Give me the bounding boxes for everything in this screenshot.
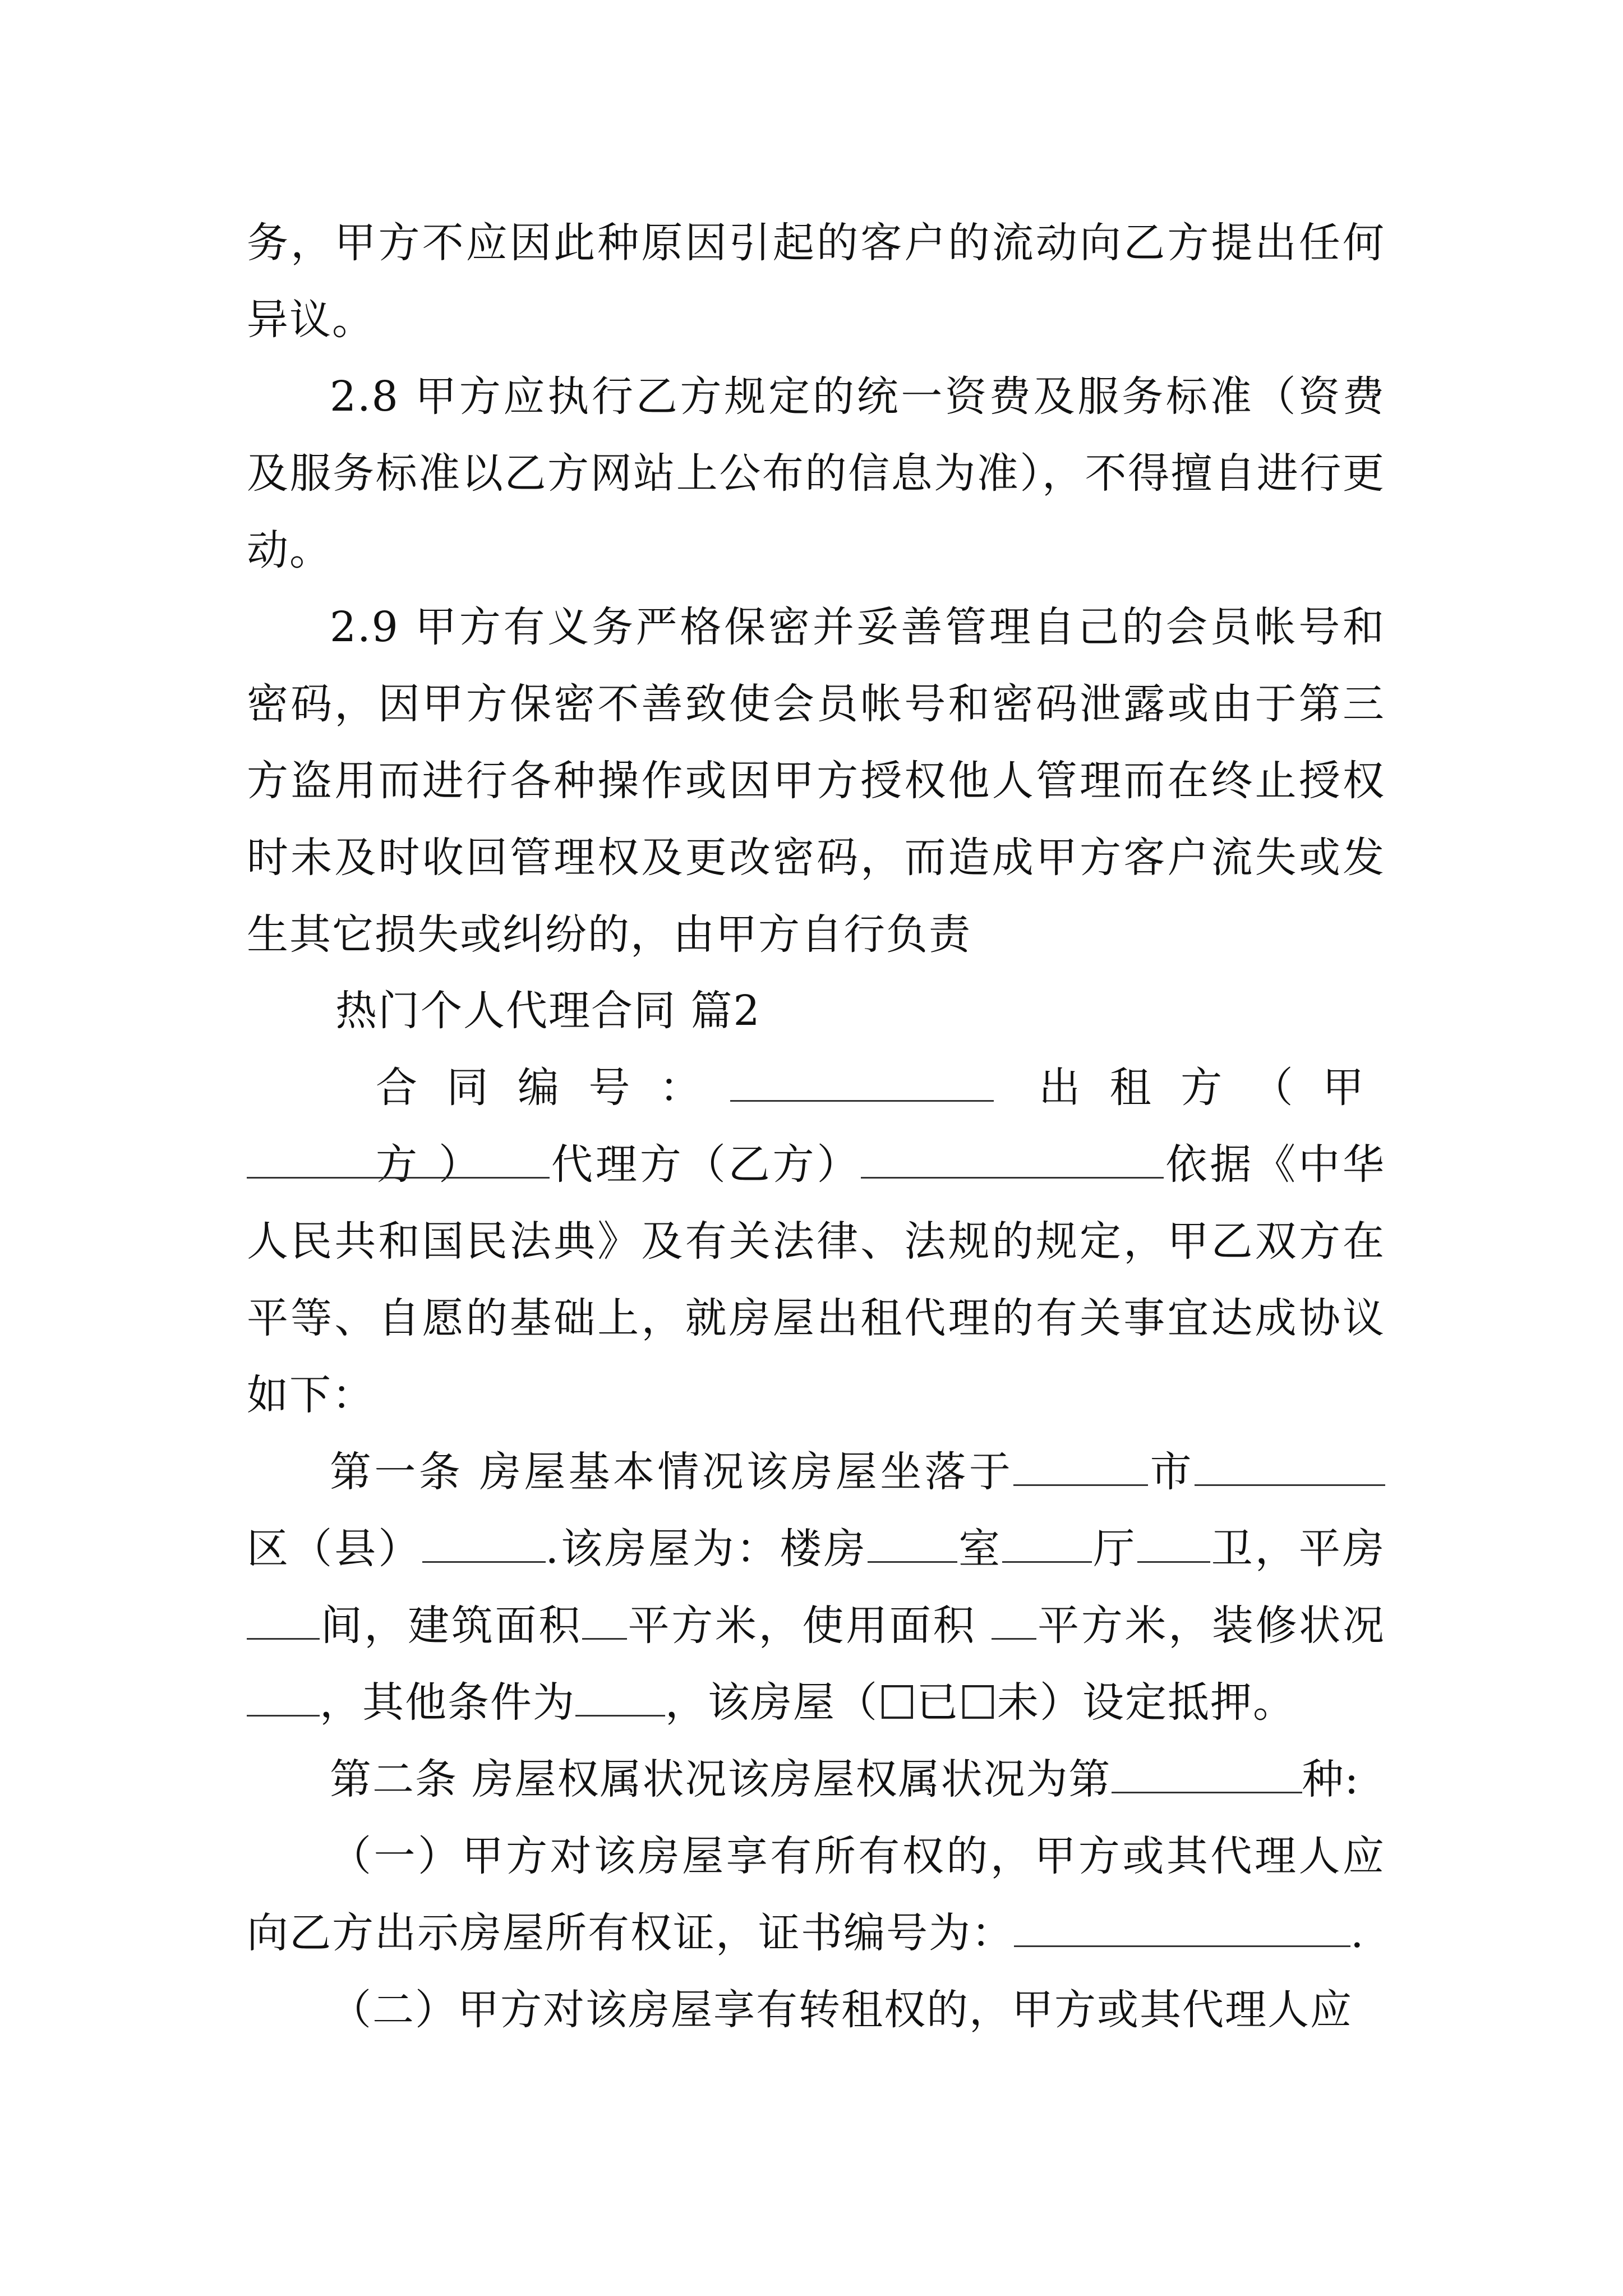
certificate-number-blank [1014,1912,1350,1947]
bungalow-blank [247,1604,320,1640]
mortgaged-checkbox[interactable] [882,1685,913,1719]
agent-label: 代理方（乙方） [550,1140,861,1189]
ownership-type-blank [1112,1758,1302,1793]
item-1-end: . [1350,1909,1365,1957]
floor-area-blank [582,1604,627,1640]
clause-2-8: 2.8 甲方应执行乙方规定的统一资费及服务标准（资费及服务标准以乙方网站上公布的信息为准），不得擅自进行更动。 [247,372,1385,574]
lessor-label: 出租方（甲方） [376,1064,1386,1189]
halls-blank [1002,1527,1092,1563]
baths-blank [1137,1527,1210,1563]
not-mortgaged-checkbox[interactable] [962,1685,994,1719]
rooms-blank [868,1527,957,1563]
paragraph-continuation: 务，甲方不应因此种原因引起的客户的流动向乙方提出任何异议。 [247,219,1385,344]
district-blank [1195,1451,1385,1486]
agent-name-blank [861,1143,1164,1179]
article-2-item-1 [247,1818,1385,1972]
usable-area-label: 平方米，使用面积 [626,1602,977,1650]
decoration-label: 平方米，装修状况 [1036,1602,1386,1650]
rooms-label: 室 [957,1525,1003,1573]
article-2 [247,1741,1385,1818]
not-mortgaged-option: 未）设定抵押。 [997,1678,1295,1727]
usable-area-blank [992,1604,1036,1640]
article-2-text: 第二条 房屋权属状况该房屋权属状况为第 [330,1755,1112,1803]
article-2-item-2: （二）甲方对该房屋享有转租权的，甲方或其代理人应 [330,1986,1353,2034]
baths-label: 卫，平房 [1210,1525,1386,1573]
clause-2-9: 2.9 甲方有义务严格保密并妥善管理自己的会员帐号和密码，因甲方保密不善致使会员帐号和密码泄露或由于第三方盗用而进行各种操作或因甲方授权他人管理而在终止授权时未及时收回管理权及更改密码，而造成甲方客户流失或发生其它损失或纠纷的，由甲方自行负责 [247,603,1385,959]
basis-text: 依据《中华人民共和国民法典》及有关法律、法规的规定，甲乙双方在平等、自愿的基础上，就房屋出租代理的有关事宜达成协议如下： [247,1140,1386,1419]
contract-number-label: 合同编号： [376,1064,731,1112]
city-blank [1013,1451,1148,1486]
other-conditions-label: ，其他条件为 [320,1678,575,1727]
contract-number-blank [730,1066,994,1102]
floor-area-label: 间，建筑面积 [320,1602,582,1650]
district-value-blank [422,1527,546,1563]
other-conditions-blank [575,1681,665,1717]
decoration-blank [247,1681,320,1717]
city-label: 市 [1148,1448,1195,1496]
mortgaged-option: 已 [916,1678,959,1727]
building-label: .该房屋为：楼房 [545,1525,868,1573]
article-1 [247,1434,1385,1741]
district-label: 区（县） [247,1525,422,1573]
lessor-name-blank [247,1143,550,1179]
mortgage-label: ，该房屋（ [665,1678,878,1727]
halls-label: 厅 [1092,1525,1137,1573]
contract-parties-paragraph [247,1126,1385,1434]
ownership-type-label: 种: [1302,1755,1360,1803]
section-heading: 热门个人代理合同 篇2 [335,987,761,1035]
article-1-text: 第一条 房屋基本情况该房屋坐落于 [330,1448,1014,1496]
item-1-text: （一）甲方对该房屋享有所有权的，甲方或其代理人应向乙方出示房屋所有权证，证书编号为： [247,1832,1385,1957]
